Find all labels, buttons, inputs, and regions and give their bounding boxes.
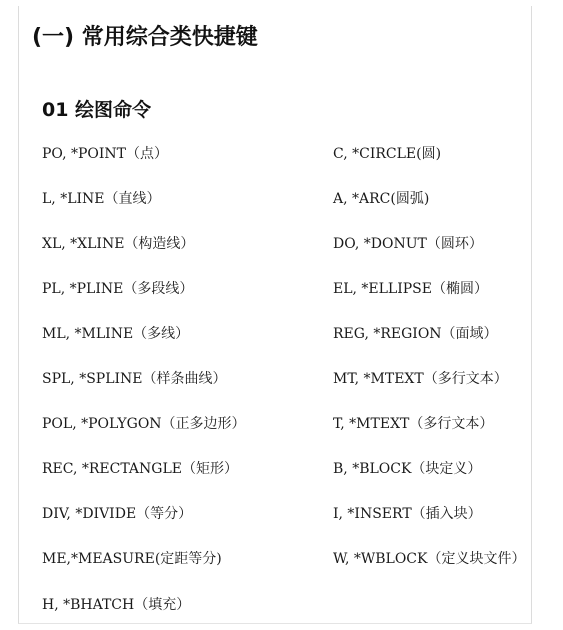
command-item-mtext-t: T, *MTEXT（多行文本） <box>333 416 494 432</box>
command-item-divide: DIV, *DIVIDE（等分） <box>42 506 193 522</box>
command-item-pline: PL, *PLINE（多段线） <box>42 281 194 297</box>
command-item-donut: DO, *DONUT（圆环） <box>333 236 483 252</box>
section-title: (一) 常用综合类快捷键 <box>32 25 258 50</box>
sub-section-title: 01 绘图命令 <box>42 99 152 121</box>
command-item-xline: XL, *XLINE（构造线） <box>42 236 195 252</box>
command-item-spline: SPL, *SPLINE（样条曲线） <box>42 371 227 387</box>
command-item-insert: I, *INSERT（插入块） <box>333 506 482 522</box>
command-item-region: REG, *REGION（面域） <box>333 326 498 342</box>
command-item-line: L, *LINE（直线） <box>42 191 161 207</box>
command-item-arc: A, *ARC(圆弧) <box>333 191 430 207</box>
command-item-bhatch: H, *BHATCH（填充） <box>42 597 191 613</box>
command-item-mtext: MT, *MTEXT（多行文本） <box>333 371 508 387</box>
command-item-wblock: W, *WBLOCK（定义块文件） <box>333 551 526 567</box>
command-item-rectangle: REC, *RECTANGLE（矩形） <box>42 461 238 477</box>
command-item-measure: ME,*MEASURE(定距等分) <box>42 551 222 567</box>
command-item-ellipse: EL, *ELLIPSE（椭圆） <box>333 281 488 297</box>
command-item-mline: ML, *MLINE（多线） <box>42 326 190 342</box>
command-item-polygon: POL, *POLYGON（正多边形） <box>42 416 246 432</box>
command-item-point: PO, *POINT（点） <box>42 146 168 162</box>
command-item-block: B, *BLOCK（块定义） <box>333 461 482 477</box>
command-item-circle: C, *CIRCLE(圆) <box>333 146 442 162</box>
